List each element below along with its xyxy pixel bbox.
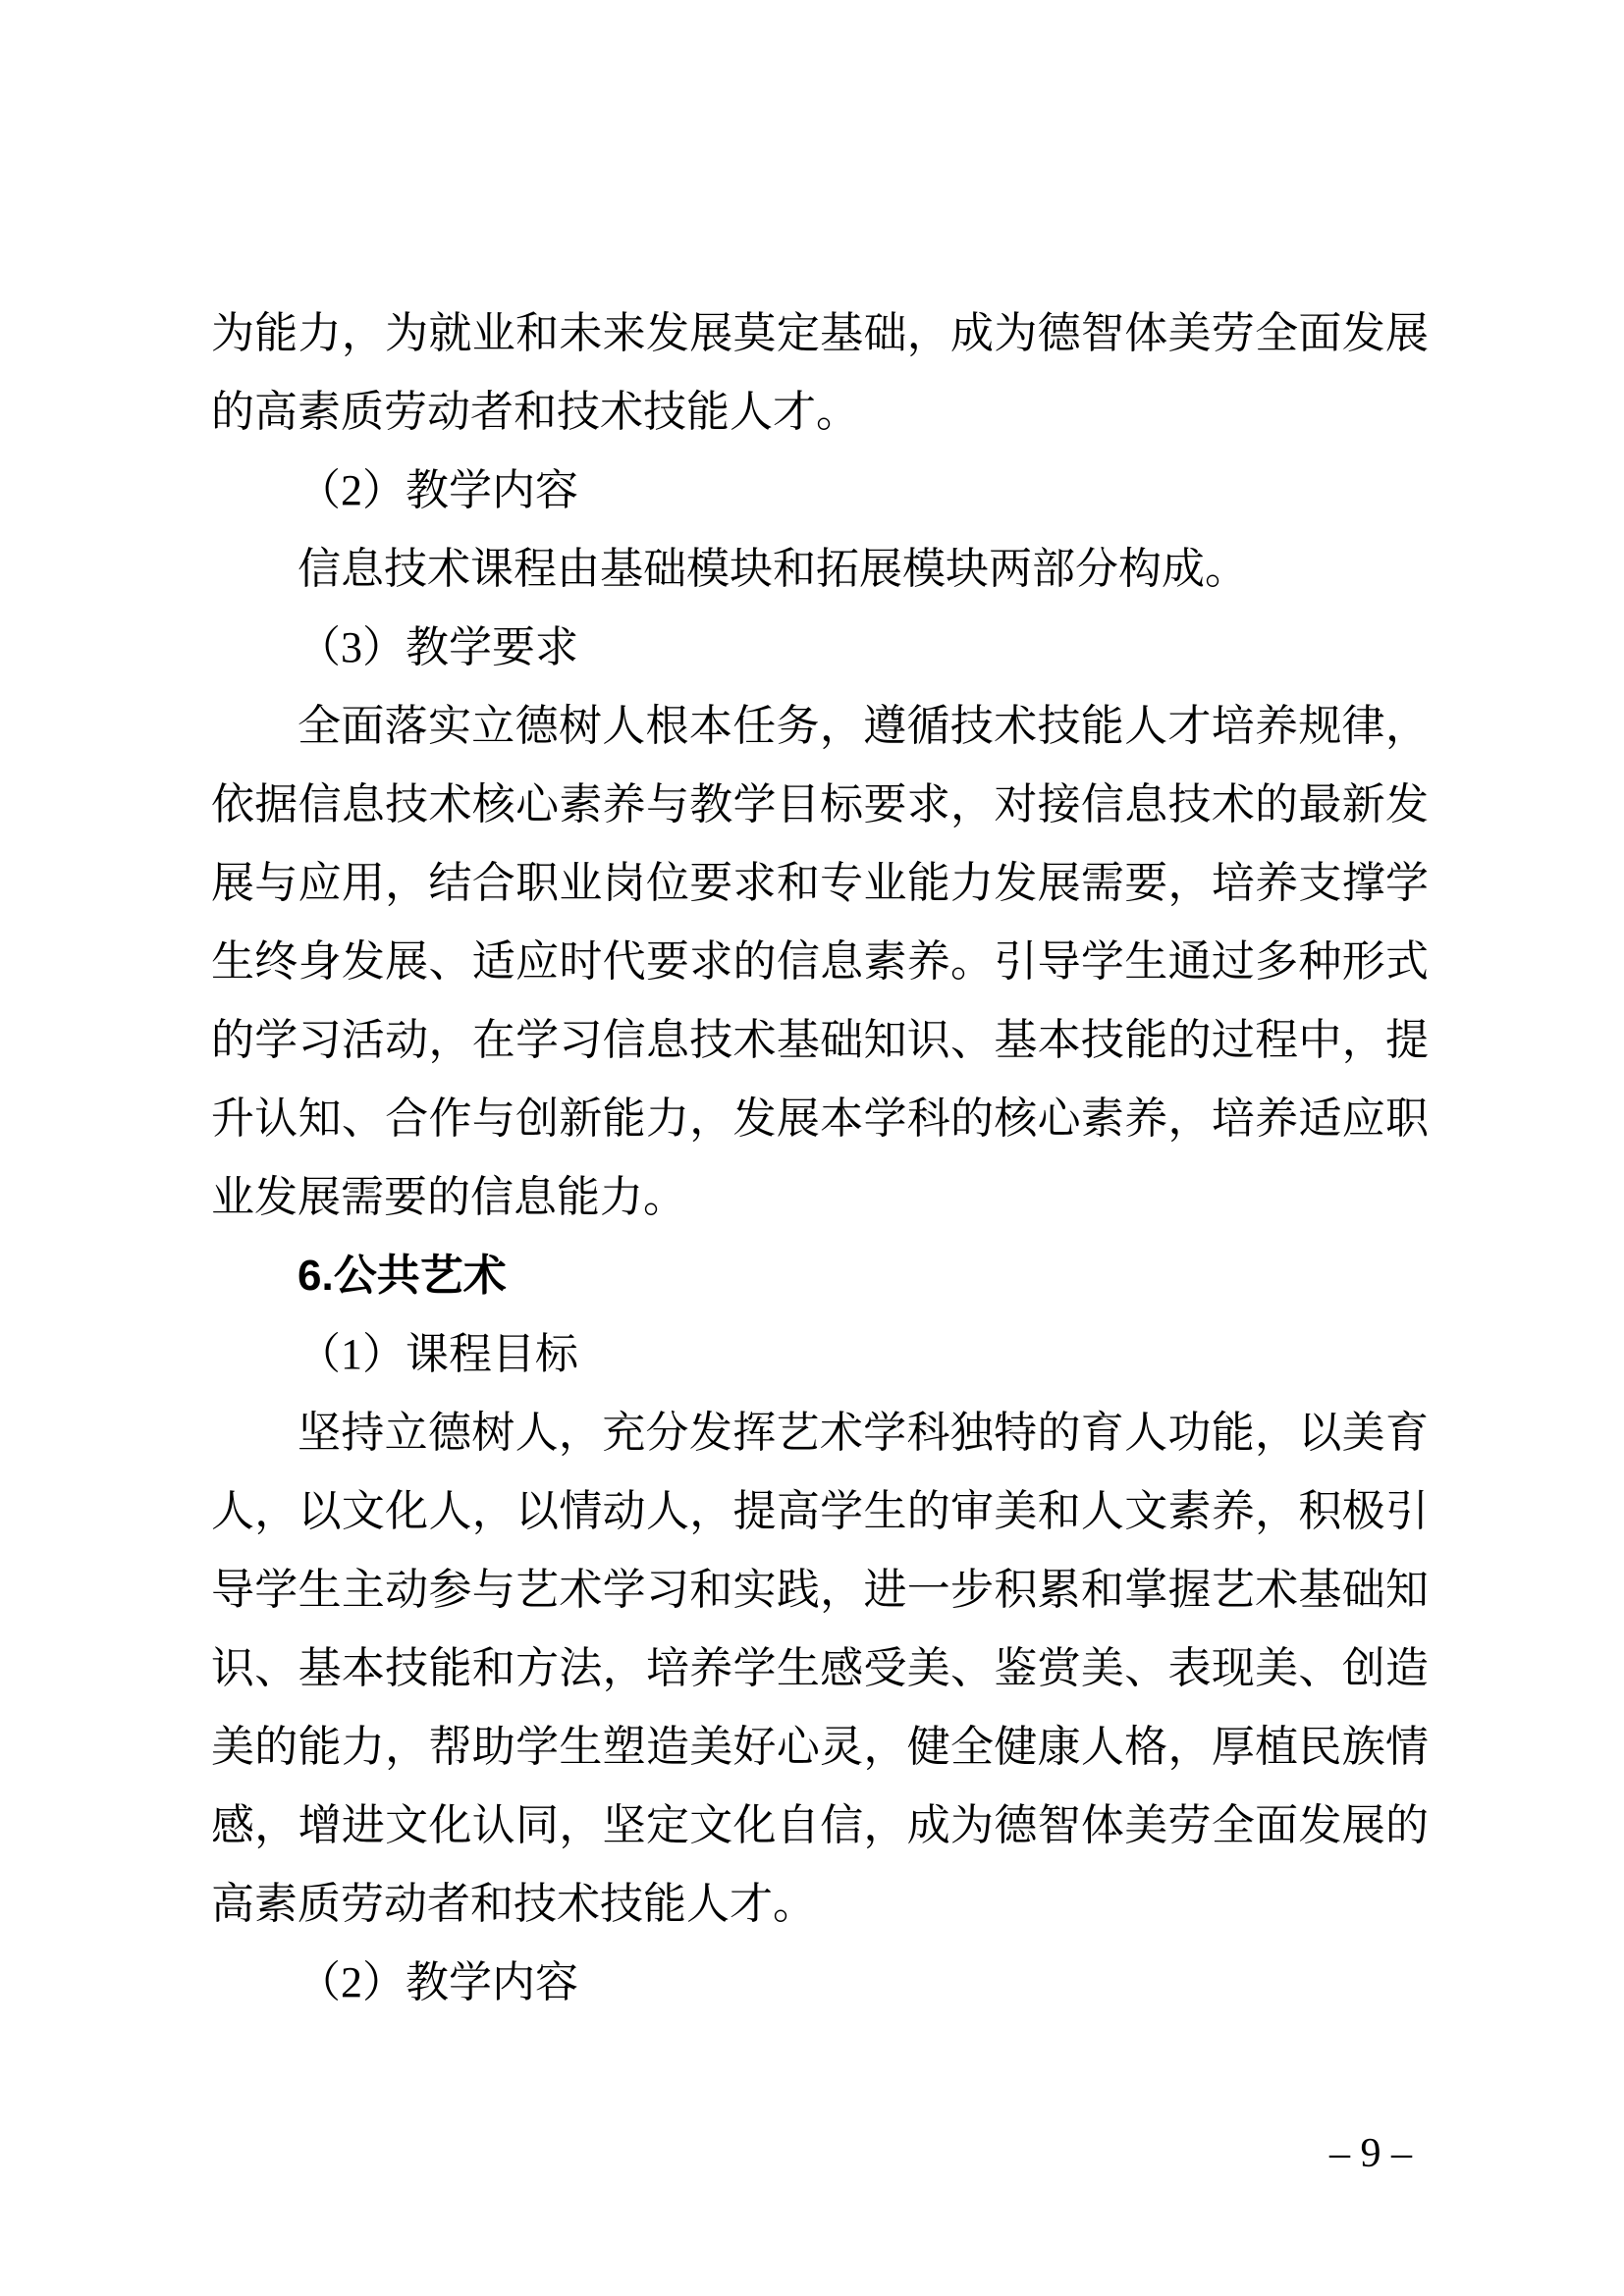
heading-6-public-art: 6.公共艺术 bbox=[298, 1252, 507, 1300]
page-body bbox=[211, 294, 1429, 2022]
paragraph-continuation: 为能力，为就业和未来发展莫定基础，成为德智体美劳全面发展的高素质劳动者和技术技能人才。 bbox=[211, 309, 1429, 436]
item-2-teaching-content-art: （2）教学内容 bbox=[298, 1958, 578, 2006]
item-2-teaching-content: （2）教学内容 bbox=[298, 466, 578, 514]
paragraph-teaching-requirements-detail: 全面落实立德树人根本任务，遵循技术技能人才培养规律，依据信息技术核心素养与教学目标要求，对接信息技术的最新发展与应用，结合职业岗位要求和专业能力发展需要，培养支撑学生终身发展、适应时代要求的信息素养。引导学生通过多种形式的学习活动，在学习信息技术基础知识、基本技能的过程中，提升认知、合作与创新能力，发展本学科的核心素养，培养适应职业发展需要的信息能力。 bbox=[211, 702, 1429, 1221]
paragraph-it-course-composition: 信息技术课程由基础模块和拓展模块两部分构成。 bbox=[298, 545, 1248, 593]
page-number: – 9 – bbox=[1329, 2131, 1412, 2176]
page-footer bbox=[1329, 2132, 1412, 2175]
item-3-teaching-requirements: （3）教学要求 bbox=[298, 623, 578, 671]
paragraph-course-objectives-detail: 坚持立德树人，充分发挥艺术学科独特的育人功能，以美育人，以文化人，以情动人，提高学生的审美和人文素养，积极引导学生主动参与艺术学习和实践，进一步积累和掌握艺术基础知识、基本技能和方法，培养学生感受美、鉴赏美、表现美、创造美的能力，帮助学生塑造美好心灵，健全健康人格，厚植民族情感，增进文化认同，坚定文化自信，成为德智体美劳全面发展的高素质劳动者和技术技能人才。 bbox=[211, 1409, 1429, 1928]
item-1-course-objectives: （1）课程目标 bbox=[298, 1330, 578, 1378]
